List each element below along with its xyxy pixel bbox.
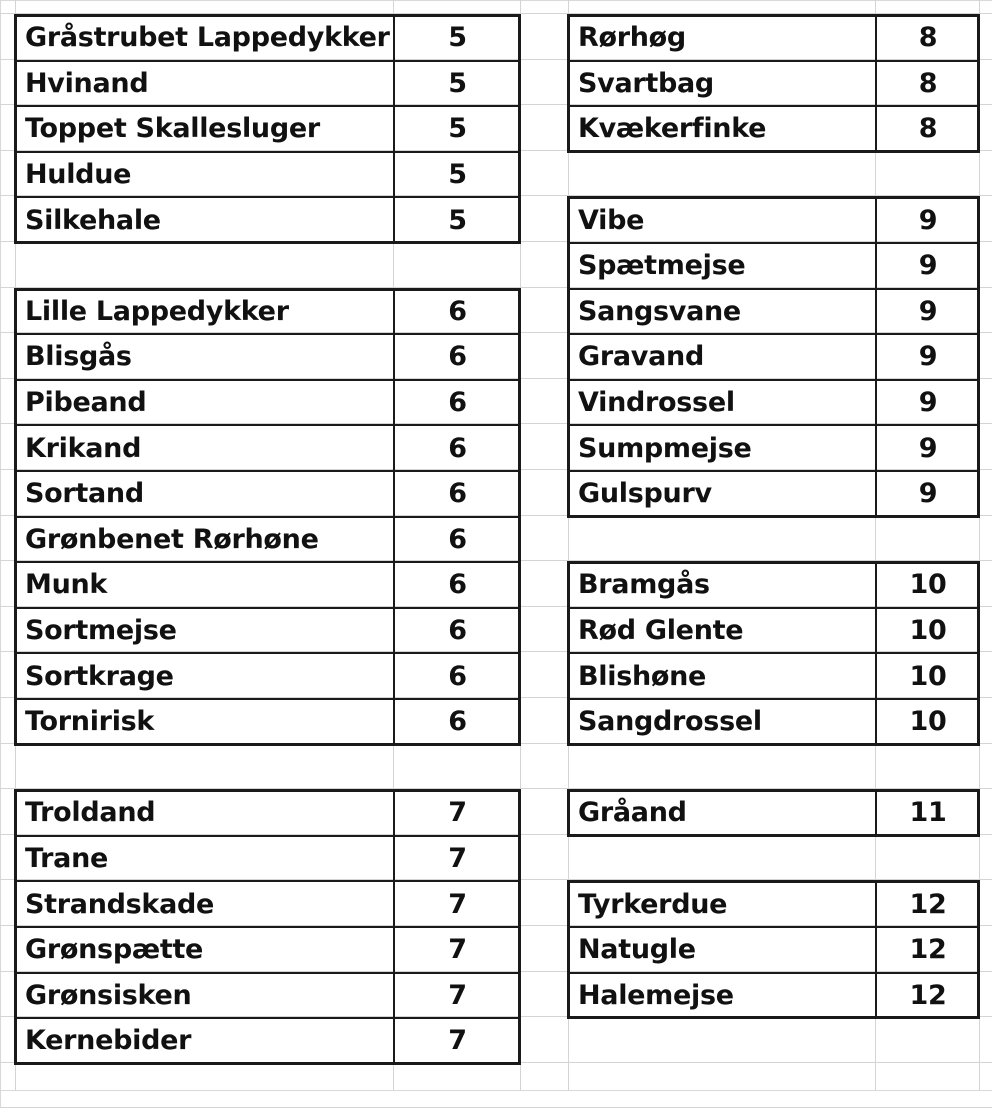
bird-name-cell[interactable]: Bramgås [578,569,710,601]
bird-name-cell[interactable]: Kernebider [25,1025,192,1057]
bird-name-cell[interactable]: Kvækerfinke [578,113,767,145]
bird-name-cell[interactable]: Hvinand [25,67,149,99]
bird-value-cell[interactable]: 7 [448,843,467,875]
bird-value-cell[interactable]: 5 [448,204,467,236]
bird-name-cell[interactable]: Sumpmejse [578,432,752,464]
bird-name-cell[interactable]: Blishøne [578,660,707,692]
bird-name-cell[interactable]: Troldand [25,797,156,829]
bird-name-cell[interactable]: Rød Glente [578,615,744,647]
bird-value-cell[interactable]: 7 [448,1025,467,1057]
bird-value-cell[interactable]: 9 [918,478,938,510]
bird-value-cell[interactable]: 6 [448,387,467,419]
bird-name-cell[interactable]: Vibe [578,204,645,236]
bird-value-cell[interactable]: 6 [448,432,467,464]
bird-value-cell[interactable]: 10 [909,706,947,738]
bird-value-cell[interactable]: 12 [909,934,947,966]
bird-name-cell[interactable]: Gråand [578,797,687,829]
bird-name-cell[interactable]: Gråstrubet Lappedykker [25,22,390,54]
bird-value-cell[interactable]: 5 [448,159,467,191]
bird-value-cell[interactable]: 9 [918,295,938,327]
bird-value-cell[interactable]: 6 [448,660,467,692]
bird-value-cell[interactable]: 12 [909,888,947,920]
bird-name-cell[interactable]: Sangdrossel [578,706,762,738]
bird-name-cell[interactable]: Halemejse [578,979,734,1011]
bird-name-cell[interactable]: Natugle [578,934,696,966]
bird-name-cell[interactable]: Gravand [578,341,704,373]
bird-value-cell[interactable]: 6 [448,478,467,510]
bird-value-cell[interactable]: 6 [448,569,467,601]
bird-value-cell[interactable]: 7 [448,979,467,1011]
bird-name-cell[interactable]: Rørhøg [578,22,686,54]
bird-value-cell[interactable]: 9 [918,387,938,419]
bird-value-cell[interactable]: 12 [909,979,947,1011]
bird-name-cell[interactable]: Trane [25,843,109,875]
bird-value-cell[interactable]: 6 [448,523,467,555]
bird-name-cell[interactable]: Tyrkerdue [578,888,728,920]
bird-name-cell[interactable]: Lille Lappedykker [25,295,289,327]
bird-name-cell[interactable]: Huldue [25,159,132,191]
bird-name-cell[interactable]: Toppet Skallesluger [25,113,320,145]
bird-value-cell[interactable]: 6 [448,295,467,327]
bird-name-cell[interactable]: Vindrossel [578,387,735,419]
bird-value-cell[interactable]: 10 [909,615,947,647]
bird-name-cell[interactable]: Svartbag [578,67,714,99]
bird-name-cell[interactable]: Silkehale [25,204,161,236]
bird-value-cell[interactable]: 10 [909,660,947,692]
bird-name-cell[interactable]: Sortkrage [25,660,174,692]
bird-name-cell[interactable]: Spætmejse [578,250,746,282]
bird-name-cell[interactable]: Sortand [25,478,144,510]
bird-value-cell[interactable]: 7 [448,797,467,829]
bird-name-cell[interactable]: Grønspætte [25,934,204,966]
bird-name-cell[interactable]: Grønsisken [25,979,192,1011]
bird-value-cell[interactable]: 8 [918,22,938,54]
bird-name-cell[interactable]: Grønbenet Rørhøne [25,523,319,555]
bird-value-cell[interactable]: 8 [918,113,938,145]
bird-value-cell[interactable]: 7 [448,934,467,966]
bird-name-cell[interactable]: Gulspurv [578,478,712,510]
bird-name-cell[interactable]: Sortmejse [25,615,177,647]
bird-name-cell[interactable]: Munk [25,569,108,601]
bird-name-cell[interactable]: Blisgås [25,341,132,373]
bird-value-cell[interactable]: 9 [918,432,938,464]
bird-value-cell[interactable]: 6 [448,615,467,647]
bird-value-cell[interactable]: 9 [918,341,938,373]
bird-value-cell[interactable]: 5 [448,22,467,54]
bird-name-cell[interactable]: Sangsvane [578,295,741,327]
bird-name-cell[interactable]: Pibeand [25,387,147,419]
bird-value-cell[interactable]: 6 [448,706,467,738]
bird-value-cell[interactable]: 8 [918,67,938,99]
bird-value-cell[interactable]: 11 [909,797,947,829]
bird-value-cell[interactable]: 9 [918,204,938,236]
bird-value-cell[interactable]: 5 [448,113,467,145]
bird-value-cell[interactable]: 7 [448,888,467,920]
bird-value-cell[interactable]: 9 [918,250,938,282]
bird-name-cell[interactable]: Tornirisk [25,706,155,738]
bird-value-cell[interactable]: 10 [909,569,947,601]
bird-name-cell[interactable]: Krikand [25,432,142,464]
bird-value-cell[interactable]: 6 [448,341,467,373]
bird-name-cell[interactable]: Strandskade [25,888,215,920]
bird-value-cell[interactable]: 5 [448,67,467,99]
